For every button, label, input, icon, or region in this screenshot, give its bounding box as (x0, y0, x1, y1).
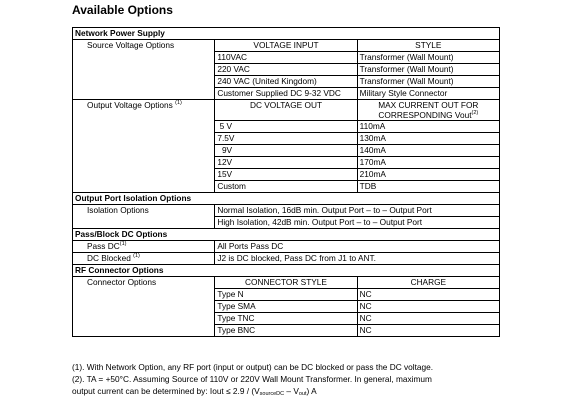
options-table (72, 27, 500, 337)
table-row (73, 52, 500, 64)
max-current-cell: TDB (357, 181, 499, 193)
max-current-header: MAX CURRENT OUT FOR CORRESPONDING Vout$^{(2)}$ (357, 100, 499, 121)
voltage-input-cell: 110VAC (215, 52, 357, 64)
section-isolation: Output Port Isolation Options (73, 193, 500, 205)
voltage-out-cell: 15V (215, 169, 357, 181)
max-current-cell: 170mA (357, 157, 499, 169)
dc-blocked-value: J2 is DC blocked, Pass DC from J1 to ANT. (215, 253, 500, 265)
footnote-1: (1). With Network Option, any RF port (input or output) can be DC blocked or pass the DC voltage. (72, 362, 434, 372)
max-current-cell: 110mA (357, 121, 499, 133)
section-network-power-supply: Network Power Supply (73, 28, 500, 40)
charge-cell: NC (357, 325, 499, 337)
voltage-out-cell: 7.5V (215, 133, 357, 145)
style-cell: Transformer (Wall Mount) (357, 76, 499, 88)
table-row (73, 88, 500, 100)
footnote-2-formula: output current can be determined by: Iout ≤ 2.9 / (VsourceDC – Vout) A (72, 386, 317, 397)
voltage-out-cell: 9V (215, 145, 357, 157)
page-title: Available Options (72, 3, 173, 17)
table-row (73, 100, 500, 121)
max-current-cell: 140mA (357, 145, 499, 157)
table-row (73, 301, 500, 313)
style-header: STYLE (357, 40, 499, 52)
voltage-out-cell: 5 V (215, 121, 357, 133)
charge-cell: NC (357, 313, 499, 325)
max-current-cell: 130mA (357, 133, 499, 145)
table-row (73, 217, 500, 229)
table-row (73, 325, 500, 337)
connector-style-cell: Type N (215, 289, 357, 301)
connector-label: Connector Options (73, 277, 215, 289)
section-rf-connector: RF Connector Options (73, 265, 500, 277)
voltage-input-cell: 220 VAC (215, 64, 357, 76)
pass-dc-label: Pass DC$^{(1)}$ (73, 241, 215, 253)
charge-header: CHARGE (357, 277, 499, 289)
isolation-high: High Isolation, 42dB min. Output Port – to – Output Port (215, 217, 500, 229)
style-cell: Transformer (Wall Mount) (357, 52, 499, 64)
connector-style-cell: Type SMA (215, 301, 357, 313)
section-row (73, 28, 500, 40)
pass-dc-value: All Ports Pass DC (215, 241, 500, 253)
voltage-out-cell: Custom (215, 181, 357, 193)
source-voltage-label: Source Voltage Options (73, 40, 215, 52)
section-row (73, 229, 500, 241)
table-row (73, 145, 500, 157)
table-row (73, 76, 500, 88)
table-row (73, 121, 500, 133)
table-row (73, 277, 500, 289)
table-row (73, 205, 500, 217)
table-row (73, 289, 500, 301)
connector-style-cell: Type TNC (215, 313, 357, 325)
connector-style-cell: Type BNC (215, 325, 357, 337)
isolation-label: Isolation Options (73, 205, 215, 217)
dc-voltage-out-header: DC VOLTAGE OUT (215, 100, 357, 121)
table-row (73, 40, 500, 52)
output-voltage-label: Output Voltage Options $^{(1)}$ (73, 100, 215, 121)
table-row (73, 313, 500, 325)
table-row (73, 157, 500, 169)
table-row (73, 181, 500, 193)
table-row (73, 253, 500, 265)
dc-blocked-label: DC Blocked $^{(1)}$ (73, 253, 215, 265)
section-pass-block-dc: Pass/Block DC Options (73, 229, 500, 241)
footnotes (72, 361, 433, 397)
table-row (73, 133, 500, 145)
style-cell: Transformer (Wall Mount) (357, 64, 499, 76)
table-row (73, 64, 500, 76)
max-current-cell: 210mA (357, 169, 499, 181)
section-row (73, 265, 500, 277)
table-row (73, 169, 500, 181)
voltage-input-header: VOLTAGE INPUT (215, 40, 357, 52)
style-cell: Military Style Connector (357, 88, 499, 100)
connector-style-header: CONNECTOR STYLE (215, 277, 357, 289)
voltage-input-cell: 240 VAC (United Kingdom) (215, 76, 357, 88)
charge-cell: NC (357, 301, 499, 313)
isolation-normal: Normal Isolation, 16dB min. Output Port – to – Output Port (215, 205, 500, 217)
charge-cell: NC (357, 289, 499, 301)
voltage-input-cell: Customer Supplied DC 9-32 VDC (215, 88, 357, 100)
section-row (73, 193, 500, 205)
table-row (73, 241, 500, 253)
footnote-2: (2). TA = +50°C. Assuming Source of 110V or 220V Wall Mount Transformer. In general, maximum (72, 374, 432, 384)
voltage-out-cell: 12V (215, 157, 357, 169)
